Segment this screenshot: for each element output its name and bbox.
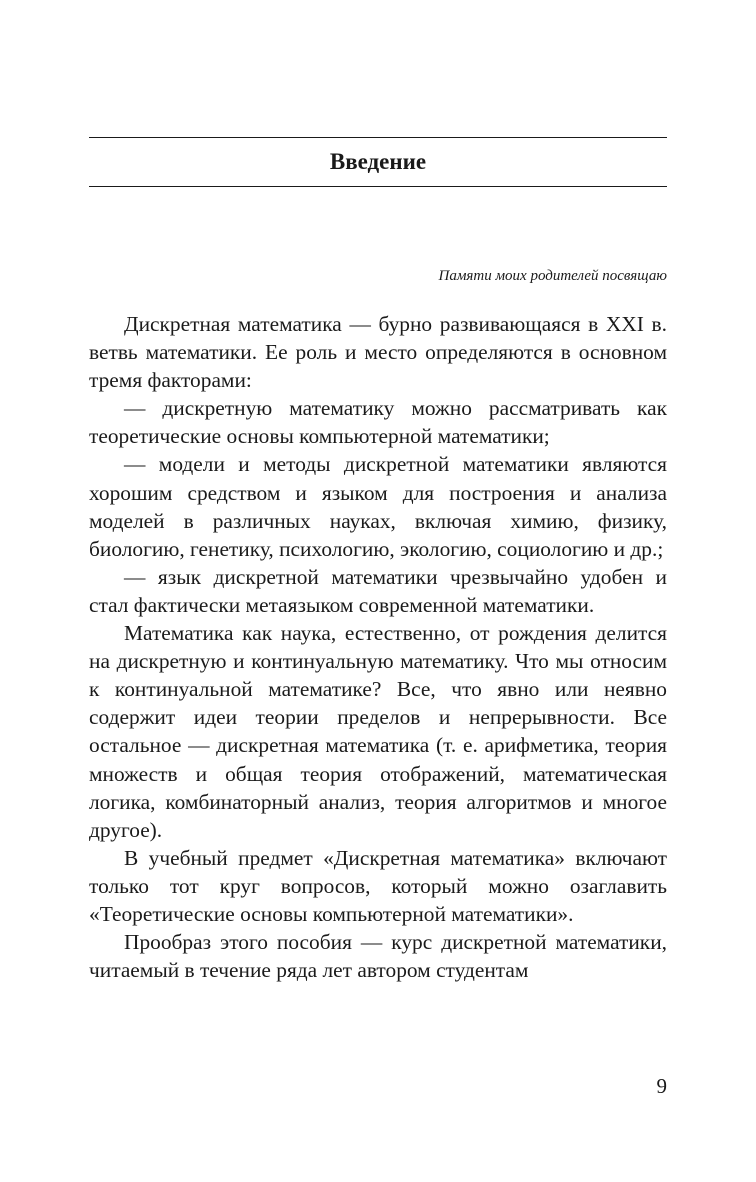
body-text bbox=[89, 310, 667, 984]
title-rule-top bbox=[89, 137, 667, 138]
paragraph: В учебный предмет «Дискретная математика» включают только тот круг вопросов, который можно озаглавить «Теоретические основы компьютерной математики». bbox=[89, 845, 667, 926]
title-rule-bottom bbox=[89, 186, 667, 187]
paragraph: Математика как наука, естественно, от рождения делится на дискретную и континуальную математику. Что мы относим к континуальной математике? Все, что явно или неявно содержит идеи теории пределов и непрерывности. Все остальное — дискретная математика (т. е. арифметика, теория множеств и общая теория отображений, математическая логика, комбинаторный анализ, теория алгоритмов и многое другое). bbox=[89, 621, 667, 842]
paragraph: — модели и методы дискретной математики являются хорошим средством и языком для построения и анализа моделей в различных науках, включая химию, физику, биологию, генетику, психологию, экологию, социологию и др.; bbox=[89, 452, 667, 561]
dedication: Памяти моих родителей посвящаю bbox=[438, 268, 667, 284]
paragraph: Прообраз этого пособия — курс дискретной математики, читаемый в течение ряда лет автором студентам bbox=[89, 930, 667, 983]
paragraph: — язык дискретной математики чрезвычайно удобен и стал фактически метаязыком современной математики. bbox=[89, 564, 667, 617]
paragraph: Дискретная математика — бурно развивающаяся в XXI в. ветвь математики. Ее роль и место определяются в основном тремя факторами: bbox=[89, 312, 667, 393]
paragraph: — дискретную математику можно рассматривать как теоретические основы компьютерной математики; bbox=[89, 396, 667, 449]
page-number: 9 bbox=[656, 1074, 667, 1098]
chapter-title: Введение bbox=[329, 149, 427, 174]
